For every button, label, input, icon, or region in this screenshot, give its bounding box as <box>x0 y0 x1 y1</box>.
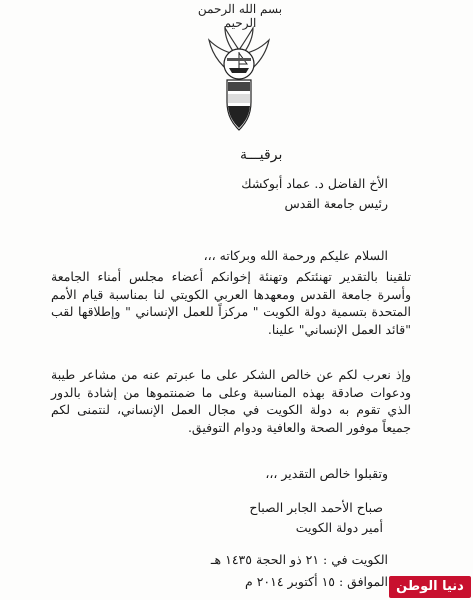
addressee-role: رئيس جامعة القدس <box>284 196 388 211</box>
letter-title: برقيـــة <box>240 147 283 163</box>
addressee-name: الأخ الفاضل د. عماد أبوكشك <box>241 176 388 191</box>
date-gregorian: الموافق : ١٥ أكتوبر ٢٠١٤ م <box>245 574 388 589</box>
body-paragraph-2: وإذ نعرب لكم عن خالص الشكر على ما عبرتم عنه من مشاعر طيبة ودعوات صادقة بهذه المناسبة وعلى ما ضمنتموها من إشادة بالدور الذي تقوم به دولة الكويت في مجال العمل الإنساني، لنتمنى لكم جميعاً موفور الصحة والعافية ودوام التوفيق. <box>51 367 411 435</box>
signer-title: أمير دولة الكويت <box>295 520 383 535</box>
date-hijri: الكويت في : ٢١ ذو الحجة ١٤٣٥ هـ <box>210 552 388 567</box>
site-watermark-logo: دنيا الوطن <box>389 576 471 598</box>
basmala-text: بسم الله الرحمن الرحيم <box>197 2 283 30</box>
signer-name: صباح الأحمد الجابر الصباح <box>249 500 383 515</box>
greeting: السلام عليكم ورحمة الله وبركاته ،،، <box>203 248 388 263</box>
kuwait-emblem-icon <box>205 20 273 132</box>
closing-line: وتقبلوا خالص التقدير ،،، <box>265 466 388 481</box>
body-paragraph-1: تلقينا بالتقدير تهنئتكم وتهنئة إخوانكم أعضاء مجلس أمناء الجامعة وأسرة جامعة القدس ومعهدها العربي الكويتي لنا بمناسبة قيام الأمم المتحدة بتسمية دولة الكويت " مركزاً للعمل الإنساني " وإطلاقها لقب "قائد العمل الإنساني" علينا. <box>51 269 411 337</box>
